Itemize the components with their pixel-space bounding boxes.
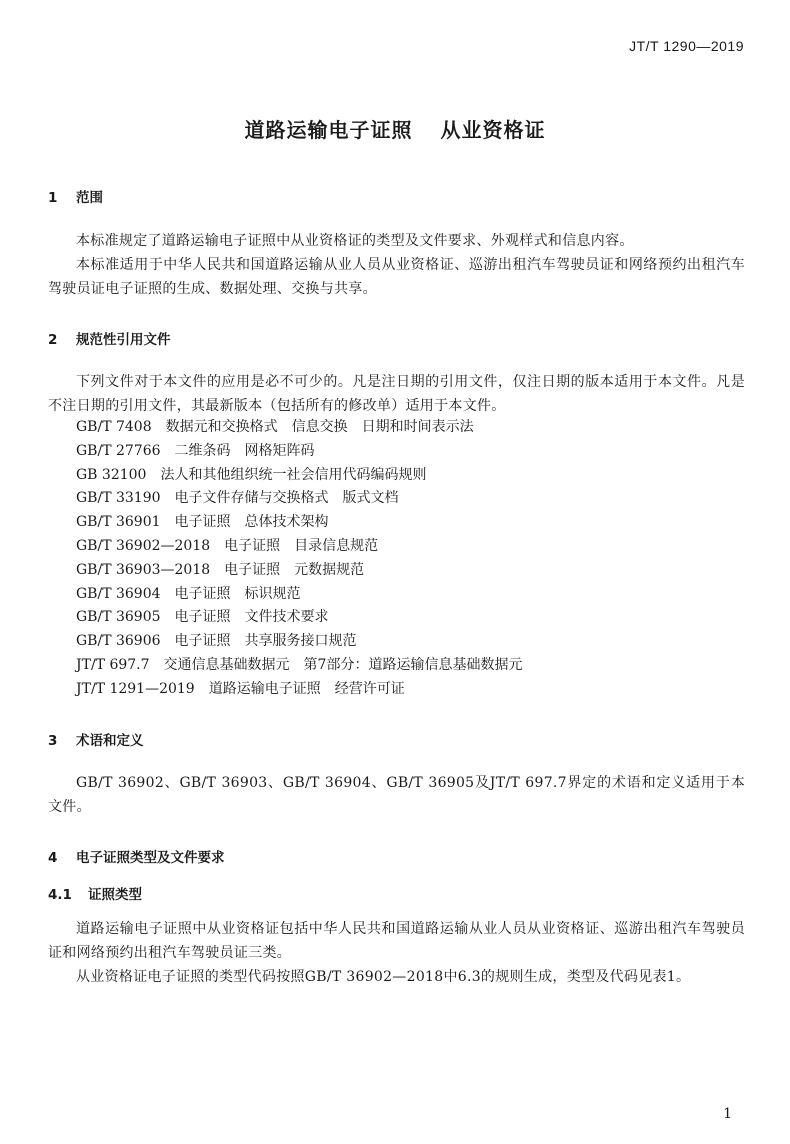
title-part-1: 道路运输电子证照 [244, 118, 413, 142]
reference-item: GB/T 36903—2018 电子证照 元数据规范 [76, 561, 365, 578]
subsection-number: 4.1 [48, 887, 72, 903]
section-title: 范围 [76, 190, 103, 206]
section-1-heading [48, 186, 103, 206]
section-4-1-heading [48, 883, 142, 903]
reference-item: GB/T 36905 电子证照 文件技术要求 [76, 609, 329, 626]
section-4-1-paragraph-1: 道路运输电子证照中从业资格证包括中华人民共和国道路运输从业人员从业资格证、巡游出租汽车驾驶员证和网络预约出租汽车驾驶员证三类。 [48, 921, 745, 961]
section-3-heading [48, 729, 144, 749]
reference-item: JT/T 1291—2019 道路运输电子证照 经营许可证 [76, 680, 405, 697]
section-4-1-paragraph-2: 从业资格证电子证照的类型代码按照GB/T 36902—2018中6.3的规则生成，类型及代码见表1。 [76, 969, 691, 985]
page-number: 1 [723, 1106, 732, 1122]
reference-item: GB/T 36902—2018 电子证照 目录信息规范 [76, 537, 379, 554]
title-part-2: 从业资格证 [440, 118, 546, 142]
section-3-paragraph: GB/T 36902、GB/T 36903、GB/T 36904、GB/T 36905及JT/T 697.7界定的术语和定义适用于本文件。 [48, 775, 745, 815]
section-number: 3 [48, 733, 58, 749]
section-4-heading [48, 846, 225, 866]
section-2-heading [48, 328, 171, 348]
section-number: 4 [48, 850, 58, 866]
reference-item: GB/T 36906 电子证照 共享服务接口规范 [76, 633, 357, 650]
reference-item: GB/T 33190 电子文件存储与交换格式 版式文档 [76, 490, 399, 507]
section-title: 规范性引用文件 [76, 332, 171, 348]
section-title: 电子证照类型及文件要求 [76, 850, 225, 866]
standard-code: JT/T 1290—2019 [629, 38, 744, 54]
reference-item: GB/T 36904 电子证照 标识规范 [76, 585, 301, 602]
reference-item: GB 32100 法人和其他组织统一社会信用代码编码规则 [76, 466, 427, 483]
section-number: 1 [48, 190, 58, 206]
reference-item: GB/T 27766 二维条码 网格矩阵码 [76, 442, 315, 459]
section-1-paragraph-2: 本标准适用于中华人民共和国道路运输从业人员从业资格证、巡游出租汽车驾驶员证和网络预约出租汽车驾驶员证电子证照的生成、数据处理、交换与共享。 [48, 257, 745, 297]
section-1-paragraph-1: 本标准规定了道路运输电子证照中从业资格证的类型及文件要求、外观样式和信息内容。 [76, 233, 634, 249]
reference-item: JT/T 697.7 交通信息基础数据元 第7部分：道路运输信息基础数据元 [76, 656, 523, 673]
section-number: 2 [48, 332, 58, 348]
normative-reference-list [76, 416, 522, 702]
subsection-title: 证照类型 [88, 887, 142, 903]
reference-item: GB/T 36901 电子证照 总体技术架构 [76, 514, 329, 531]
section-2-intro: 下列文件对于本文件的应用是必不可少的。凡是注日期的引用文件，仅注日期的版本适用于本文件。凡是不注日期的引用文件，其最新版本（包括所有的修改单）适用于本文件。 [48, 374, 745, 414]
document-title [0, 114, 790, 143]
reference-item: GB/T 7408 数据元和交换格式 信息交换 日期和时间表示法 [76, 419, 474, 435]
section-title: 术语和定义 [76, 733, 144, 749]
